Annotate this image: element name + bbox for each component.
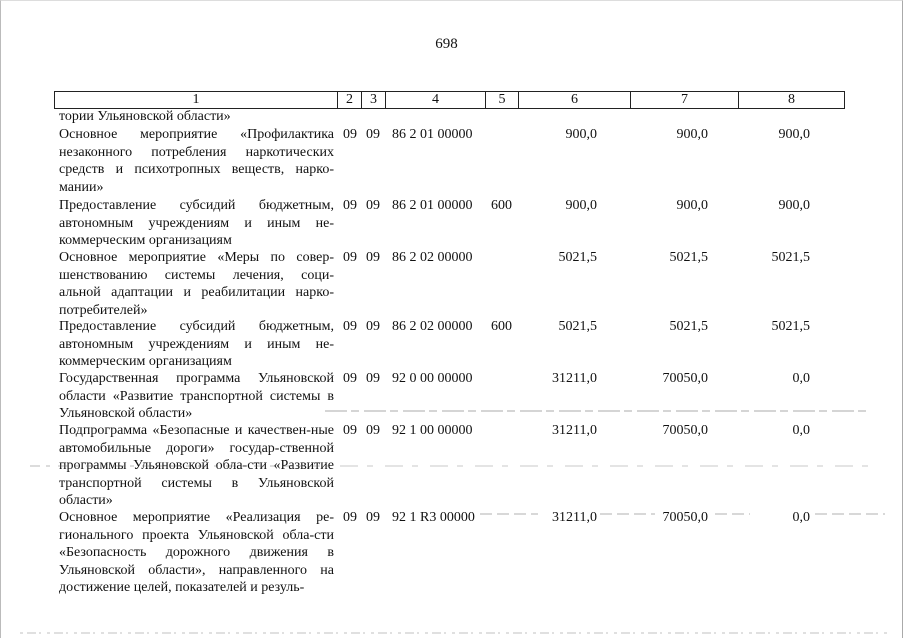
row-subsection: 09: [366, 319, 380, 334]
header-col-6: 6: [519, 92, 631, 108]
row-target-article: 86 2 02 00000: [392, 250, 473, 265]
row-amount-col6: 5021,5: [558, 319, 597, 334]
header-col-4: 4: [386, 92, 486, 108]
row-section: 09: [343, 510, 357, 525]
row-amount-col7: 5021,5: [669, 319, 708, 334]
row-name: Предоставление субсидий бюджетным, автономным учреждениям и иным не-коммерческим организациям: [59, 198, 334, 248]
header-col-5: 5: [486, 92, 519, 108]
row-section: 09: [343, 198, 357, 213]
row-expense-type: 600: [491, 319, 512, 334]
row-subsection: 09: [366, 198, 380, 213]
row-target-article: 86 2 01 00000: [392, 198, 473, 213]
row-target-article: 92 0 00 00000: [392, 371, 473, 386]
row-name: Основное мероприятие «Реализация ре-гионального проекта Ульяновской обла-сти «Безопасность дорожного движения в Ульяновской области», направленного на достижение целей, показателей и резуль-: [59, 510, 334, 595]
row-target-article: 86 2 02 00000: [392, 319, 473, 334]
row-amount-col7: 70050,0: [662, 371, 708, 386]
row-name: Основное мероприятие «Меры по совер-шенствованию системы лечения, соци-альной адаптации и реабилитации нарко-потребителей»: [59, 250, 334, 318]
row-subsection: 09: [366, 250, 380, 265]
row-amount-col6: 900,0: [565, 127, 597, 142]
row-amount-col8: 900,0: [778, 198, 810, 213]
row-subsection: 09: [366, 371, 380, 386]
row-amount-col6: 5021,5: [558, 250, 597, 265]
header-col-3: 3: [362, 92, 386, 108]
row-name: Основное мероприятие «Профилактика незаконного потребления наркотических средств и психотропных веществ, нарко-мании»: [59, 127, 334, 195]
row-amount-col7: 70050,0: [662, 423, 708, 438]
row-section: 09: [343, 127, 357, 142]
header-col-8: 8: [788, 92, 795, 107]
row-name: Государственная программа Ульяновской области «Развитие транспортной системы в Ульяновской области»: [59, 371, 334, 421]
row-subsection: 09: [366, 423, 380, 438]
header-col-7: 7: [631, 92, 739, 108]
row-section: 09: [343, 250, 357, 265]
row-amount-col8: 0,0: [792, 423, 810, 438]
row-amount-col7: 70050,0: [662, 510, 708, 525]
row-amount-col6: 31211,0: [552, 510, 597, 525]
row-amount-col7: 900,0: [676, 198, 708, 213]
row-section: 09: [343, 423, 357, 438]
row-amount-col6: 900,0: [565, 198, 597, 213]
row-expense-type: 600: [491, 198, 512, 213]
row-section: 09: [343, 319, 357, 334]
row-amount-col7: 5021,5: [669, 250, 708, 265]
continuation-text: тории Ульяновской области»: [59, 109, 231, 124]
row-amount-col8: 5021,5: [771, 250, 810, 265]
row-amount-col6: 31211,0: [552, 423, 597, 438]
page-number: 698: [435, 36, 458, 52]
row-amount-col8: 0,0: [792, 371, 810, 386]
row-name: Подпрограмма «Безопасные и качествен-ные автомобильные дороги» государ-ственной программы Ульяновской обла-сти «Развитие транспортной системы в Ульяновской области»: [59, 423, 334, 508]
row-amount-col8: 900,0: [778, 127, 810, 142]
header-col-1: 1: [55, 92, 338, 108]
row-amount-col7: 900,0: [676, 127, 708, 142]
row-amount-col6: 31211,0: [552, 371, 597, 386]
header-col-2: 2: [338, 92, 362, 108]
row-target-article: 86 2 01 00000: [392, 127, 473, 142]
row-subsection: 09: [366, 127, 380, 142]
row-name: Предоставление субсидий бюджетным, автономным учреждениям и иным не-коммерческим организациям: [59, 319, 334, 369]
row-amount-col8: 5021,5: [771, 319, 810, 334]
row-target-article: 92 1 00 00000: [392, 423, 473, 438]
row-target-article: 92 1 R3 00000: [392, 510, 475, 525]
row-amount-col8: 0,0: [792, 510, 810, 525]
row-subsection: 09: [366, 510, 380, 525]
row-section: 09: [343, 371, 357, 386]
